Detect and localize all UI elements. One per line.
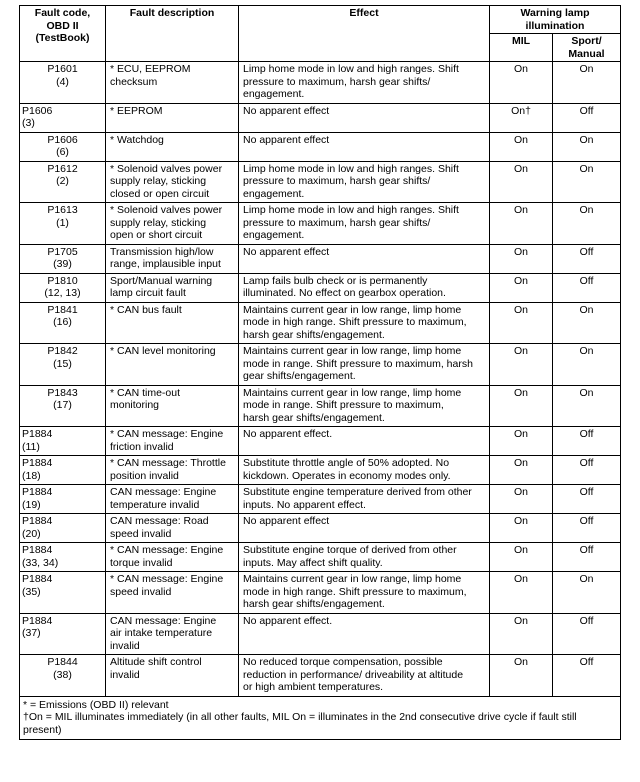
fault-code-cell: P1601 (4) bbox=[20, 62, 106, 104]
mil-cell: On bbox=[490, 62, 553, 104]
fault-code-cell: P1844 (38) bbox=[20, 655, 106, 697]
sport-manual-cell: Off bbox=[553, 655, 621, 697]
fault-description-cell: * CAN message: Engine friction invalid bbox=[106, 427, 239, 456]
sport-manual-cell: On bbox=[553, 572, 621, 614]
header-sport-manual: Sport/ Manual bbox=[553, 34, 621, 62]
fault-description-cell: * Solenoid valves power supply relay, sticking closed or open circuit bbox=[106, 161, 239, 203]
effect-cell: Substitute throttle angle of 50% adopted. No kickdown. Operates in economy modes only. bbox=[239, 456, 490, 485]
fault-code-cell: P1612 (2) bbox=[20, 161, 106, 203]
mil-cell: On bbox=[490, 203, 553, 245]
effect-cell: Substitute engine torque of derived from other inputs. May affect shift quality. bbox=[239, 543, 490, 572]
table-row bbox=[20, 543, 621, 572]
sport-manual-cell: Off bbox=[553, 273, 621, 302]
fault-description-cell: * CAN level monitoring bbox=[106, 344, 239, 386]
mil-cell: On bbox=[490, 132, 553, 161]
table-row bbox=[20, 62, 621, 104]
fault-code-cell: P1613 (1) bbox=[20, 203, 106, 245]
effect-cell: Maintains current gear in low range, limp home mode in high range. Shift pressure to maximum, harsh gear shifts/engagement. bbox=[239, 302, 490, 344]
table-row bbox=[20, 203, 621, 245]
fault-description-cell: Altitude shift control invalid bbox=[106, 655, 239, 697]
mil-cell: On bbox=[490, 543, 553, 572]
table-row bbox=[20, 385, 621, 427]
fault-description-cell: * Solenoid valves power supply relay, sticking open or short circuit bbox=[106, 203, 239, 245]
fault-code-cell: P1705 (39) bbox=[20, 244, 106, 273]
sport-manual-cell: Off bbox=[553, 427, 621, 456]
header-row bbox=[20, 6, 621, 34]
mil-cell: On bbox=[490, 427, 553, 456]
fault-code-cell: P1810 (12, 13) bbox=[20, 273, 106, 302]
mil-cell: On bbox=[490, 613, 553, 655]
fault-code-cell: P1841 (16) bbox=[20, 302, 106, 344]
sport-manual-cell: Off bbox=[553, 244, 621, 273]
table-row bbox=[20, 244, 621, 273]
mil-cell: On bbox=[490, 456, 553, 485]
table-row bbox=[20, 132, 621, 161]
fault-description-cell: * CAN message: Engine speed invalid bbox=[106, 572, 239, 614]
table-row bbox=[20, 655, 621, 697]
sport-manual-cell: On bbox=[553, 302, 621, 344]
mil-cell: On bbox=[490, 514, 553, 543]
fault-description-cell: * CAN message: Throttle position invalid bbox=[106, 456, 239, 485]
effect-cell: Lamp fails bulb check or is permanently illuminated. No effect on gearbox operation. bbox=[239, 273, 490, 302]
fault-description-cell: * CAN message: Engine torque invalid bbox=[106, 543, 239, 572]
effect-cell: Maintains current gear in low range, limp home mode in range. Shift pressure to maximum, harsh gear shifts/engagement. bbox=[239, 344, 490, 386]
header-fault-description: Fault description bbox=[106, 6, 239, 62]
footnote-row bbox=[20, 696, 621, 740]
fault-code-cell: P1606 (3) bbox=[20, 103, 106, 132]
header-mil: MIL bbox=[490, 34, 553, 62]
fault-code-cell: P1843 (17) bbox=[20, 385, 106, 427]
footnote-emissions: * = Emissions (OBD II) relevant bbox=[23, 698, 169, 711]
fault-description-cell: CAN message: Engine air intake temperature invalid bbox=[106, 613, 239, 655]
effect-cell: No apparent effect bbox=[239, 103, 490, 132]
footnote-mil: †On = MIL illuminates immediately (in all other faults, MIL On = illuminates in the 2nd consecutive drive cycle if fault still present) bbox=[23, 711, 577, 736]
table-row bbox=[20, 302, 621, 344]
footnotes bbox=[20, 696, 621, 740]
fault-code-cell: P1884 (37) bbox=[20, 613, 106, 655]
mil-cell: On bbox=[490, 302, 553, 344]
fault-description-cell: * EEPROM bbox=[106, 103, 239, 132]
mil-cell: On bbox=[490, 344, 553, 386]
effect-cell: Maintains current gear in low range, limp home mode in high range. Shift pressure to maximum, harsh gear shifts/engagement. bbox=[239, 572, 490, 614]
fault-description-cell: * Watchdog bbox=[106, 132, 239, 161]
effect-cell: No apparent effect. bbox=[239, 613, 490, 655]
effect-cell: Limp home mode in low and high ranges. Shift pressure to maximum, harsh gear shifts/ engagement. bbox=[239, 161, 490, 203]
fault-code-cell: P1884 (35) bbox=[20, 572, 106, 614]
fault-code-sheet bbox=[19, 5, 620, 740]
table-row bbox=[20, 161, 621, 203]
fault-description-cell: CAN message: Road speed invalid bbox=[106, 514, 239, 543]
table-row bbox=[20, 514, 621, 543]
sport-manual-cell: Off bbox=[553, 485, 621, 514]
fault-code-cell: P1606 (6) bbox=[20, 132, 106, 161]
table-row bbox=[20, 613, 621, 655]
table-row bbox=[20, 456, 621, 485]
table-row bbox=[20, 427, 621, 456]
table-row bbox=[20, 485, 621, 514]
sport-manual-cell: On bbox=[553, 203, 621, 245]
table-row bbox=[20, 344, 621, 386]
fault-code-cell: P1884 (18) bbox=[20, 456, 106, 485]
fault-rows bbox=[20, 62, 621, 697]
fault-code-cell: P1884 (20) bbox=[20, 514, 106, 543]
fault-description-cell: Sport/Manual warning lamp circuit fault bbox=[106, 273, 239, 302]
table-row bbox=[20, 273, 621, 302]
sport-manual-cell: On bbox=[553, 132, 621, 161]
fault-description-cell: Transmission high/low range, implausible input bbox=[106, 244, 239, 273]
header-warning-lamp: Warning lamp illumination bbox=[490, 6, 621, 34]
sport-manual-cell: Off bbox=[553, 456, 621, 485]
fault-code-cell: P1842 (15) bbox=[20, 344, 106, 386]
sport-manual-cell: On bbox=[553, 161, 621, 203]
mil-cell: On bbox=[490, 485, 553, 514]
fault-description-cell: * CAN time-out monitoring bbox=[106, 385, 239, 427]
fault-description-cell: * CAN bus fault bbox=[106, 302, 239, 344]
header-effect: Effect bbox=[239, 6, 490, 62]
fault-code-cell: P1884 (33, 34) bbox=[20, 543, 106, 572]
sport-manual-cell: Off bbox=[553, 103, 621, 132]
effect-cell: Substitute engine temperature derived from other inputs. No apparent effect. bbox=[239, 485, 490, 514]
mil-cell: On bbox=[490, 655, 553, 697]
mil-cell: On bbox=[490, 244, 553, 273]
sport-manual-cell: Off bbox=[553, 613, 621, 655]
effect-cell: Limp home mode in low and high ranges. Shift pressure to maximum, harsh gear shifts/ engagement. bbox=[239, 203, 490, 245]
effect-cell: No reduced torque compensation, possible reduction in performance/ driveability at altitude or high ambient temperatures. bbox=[239, 655, 490, 697]
sport-manual-cell: Off bbox=[553, 514, 621, 543]
fault-code-cell: P1884 (19) bbox=[20, 485, 106, 514]
sport-manual-cell: Off bbox=[553, 543, 621, 572]
fault-code-table bbox=[19, 5, 621, 740]
sport-manual-cell: On bbox=[553, 385, 621, 427]
effect-cell: Maintains current gear in low range, limp home mode in range. Shift pressure to maximum, harsh gear shifts/engagement. bbox=[239, 385, 490, 427]
effect-cell: No apparent effect bbox=[239, 132, 490, 161]
fault-description-cell: CAN message: Engine temperature invalid bbox=[106, 485, 239, 514]
fault-description-cell: * ECU, EEPROM checksum bbox=[106, 62, 239, 104]
mil-cell: On† bbox=[490, 103, 553, 132]
effect-cell: No apparent effect bbox=[239, 514, 490, 543]
fault-code-cell: P1884 (11) bbox=[20, 427, 106, 456]
header-fault-code: Fault code, OBD II (TestBook) bbox=[20, 6, 106, 62]
effect-cell: No apparent effect bbox=[239, 244, 490, 273]
table-row bbox=[20, 572, 621, 614]
effect-cell: No apparent effect. bbox=[239, 427, 490, 456]
sport-manual-cell: On bbox=[553, 62, 621, 104]
sport-manual-cell: On bbox=[553, 344, 621, 386]
effect-cell: Limp home mode in low and high ranges. Shift pressure to maximum, harsh gear shifts/ engagement. bbox=[239, 62, 490, 104]
mil-cell: On bbox=[490, 572, 553, 614]
table-row bbox=[20, 103, 621, 132]
mil-cell: On bbox=[490, 273, 553, 302]
mil-cell: On bbox=[490, 385, 553, 427]
mil-cell: On bbox=[490, 161, 553, 203]
